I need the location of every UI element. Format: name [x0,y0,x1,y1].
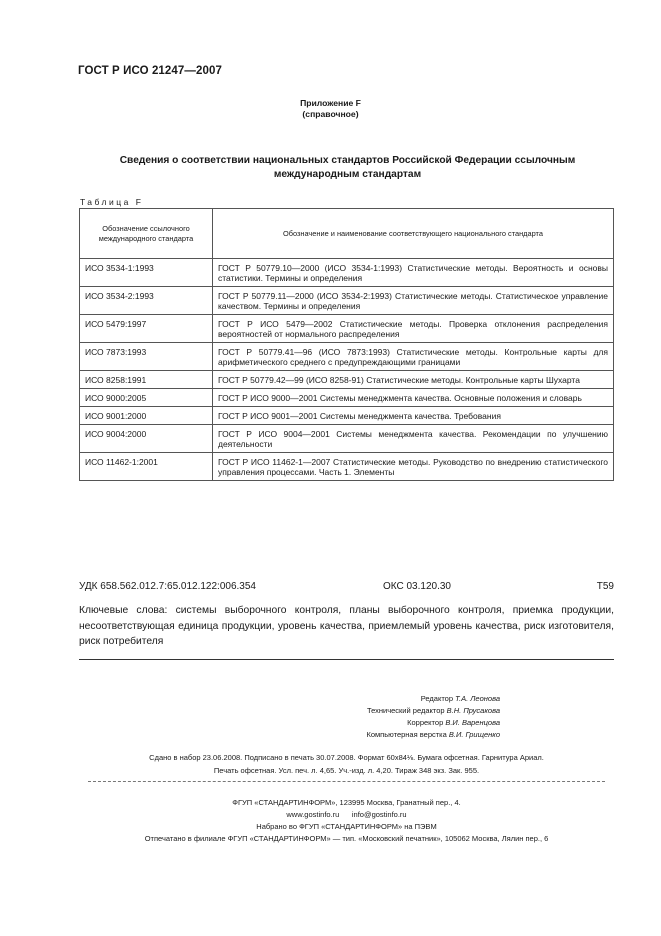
publisher-email: info@gostinfo.ru [351,810,407,819]
document-code: ГОСТ Р ИСО 21247—2007 [78,65,223,77]
table-row [80,389,614,407]
credit-role: Компьютерная верстка [366,730,447,739]
national-cell: ГОСТ Р 50779.10—2000 (ИСО 3534-1:1993) Статистические методы. Вероятность и основы статистики. Термины и определения [213,259,614,287]
publisher-block [79,797,614,845]
publisher-address: ФГУП «СТАНДАРТИНФОРМ», 123995 Москва, Гранатный пер., 4. [232,798,461,807]
typeset-note: Набрано во ФГУП «СТАНДАРТИНФОРМ» на ПЭВМ [256,822,437,831]
table-header-row [80,209,614,259]
credit-role: Технический редактор [366,706,445,715]
ref-cell: ИСО 11462-1:2001 [80,453,213,481]
national-cell: ГОСТ Р ИСО 9000—2001 Системы менеджмента качества. Основные положения и словарь [213,389,614,407]
national-cell: ГОСТ Р 50779.11—2000 (ИСО 3534-2:1993) Статистические методы. Статистическое управление качеством. Термины и определения [213,287,614,315]
header-national-standard: Обозначение и наименование соответствующего национального стандарта [213,209,614,259]
credit-tech-editor [200,705,500,717]
national-cell: ГОСТ Р ИСО 9001—2001 Системы менеджмента качества. Требования [213,407,614,425]
imprint-block [79,752,614,777]
t-code: Т59 [596,581,614,592]
credit-proofreader [200,717,500,729]
national-cell: ГОСТ Р 50779.42—99 (ИСО 8258-91) Статистические методы. Контрольные карты Шухарта [213,371,614,389]
publisher-website: www.gostinfo.ru [286,810,340,819]
annex-subtitle: (справочное) [302,109,359,119]
table-row [80,259,614,287]
table-row [80,315,614,343]
credit-name: В.И. Грищенко [448,730,500,739]
section-heading: Сведения о соответствии национальных стандартов Российской Федерации ссылочным международным стандартам [119,155,576,180]
credit-name: Т.А. Леонова [455,694,500,703]
table-row [80,371,614,389]
national-cell: ГОСТ Р ИСО 5479—2002 Статистические методы. Проверка отклонения распределения вероятностей от нормального распределения [213,315,614,343]
ref-cell: ИСО 9001:2000 [80,407,213,425]
imprint-line: Печать офсетная. Усл. печ. л. 4,65. Уч.-изд. л. 4,20. Тираж 348 экз. Зак. 955. [213,765,480,775]
table-row [80,343,614,371]
credit-name: В.И. Варенцова [445,718,500,727]
imprint-divider [88,781,605,782]
udk-code: УДК 658.562.012.7:65.012.122:006.354 [79,581,256,592]
ref-cell: ИСО 9004:2000 [80,425,213,453]
credit-layout [200,729,500,741]
publisher-contacts [79,809,614,821]
credit-role: Корректор [407,718,444,727]
ref-cell: ИСО 8258:1991 [80,371,213,389]
credit-editor [200,693,500,705]
keywords-divider [79,659,614,660]
table-row [80,407,614,425]
oks-code: ОКС 03.120.30 [383,581,451,592]
ref-cell: ИСО 7873:1993 [80,343,213,371]
credit-name: В.Н. Прусакова [446,706,500,715]
header-ref-standard: Обозначение ссылочного международного стандарта [80,209,213,259]
ref-cell: ИСО 9000:2005 [80,389,213,407]
table-label: Таблица F [80,197,144,207]
credit-role: Редактор [420,694,454,703]
printed-note: Отпечатано в филиале ФГУП «СТАНДАРТИНФОРМ» — тип. «Московский печатник», 105062 Москва, Лялин пер., 6 [144,834,549,843]
correspondence-table [79,208,614,481]
national-cell: ГОСТ Р ИСО 11462-1—2007 Статистические методы. Руководство по внедрению статистического управления процессами. Часть 1. Элементы [213,453,614,481]
ref-cell: ИСО 5479:1997 [80,315,213,343]
ref-cell: ИСО 3534-2:1993 [80,287,213,315]
national-cell: ГОСТ Р 50779.41—96 (ИСО 7873:1993) Статистические методы. Контрольные карты для арифметического среднего с предупреждающими границами [213,343,614,371]
keywords: Ключевые слова: системы выборочного контроля, планы выборочного контроля, приемка продукции, несоответствующая единица продукции, уровень качества, приемлемый уровень качества, риск изготовителя, риск потребителя [79,605,614,647]
annex-title: Приложение F [300,98,361,108]
national-cell: ГОСТ Р ИСО 9004—2001 Системы менеджмента качества. Рекомендации по улучшению деятельности [213,425,614,453]
table-row [80,425,614,453]
imprint-line: Сдано в набор 23.06.2008. Подписано в печать 30.07.2008. Формат 60x84⅛. Бумага офсетная. Гарнитура Ариал. [149,753,544,762]
table-row [80,453,614,481]
table-row [80,287,614,315]
annex-block [0,98,661,120]
ref-cell: ИСО 3534-1:1993 [80,259,213,287]
